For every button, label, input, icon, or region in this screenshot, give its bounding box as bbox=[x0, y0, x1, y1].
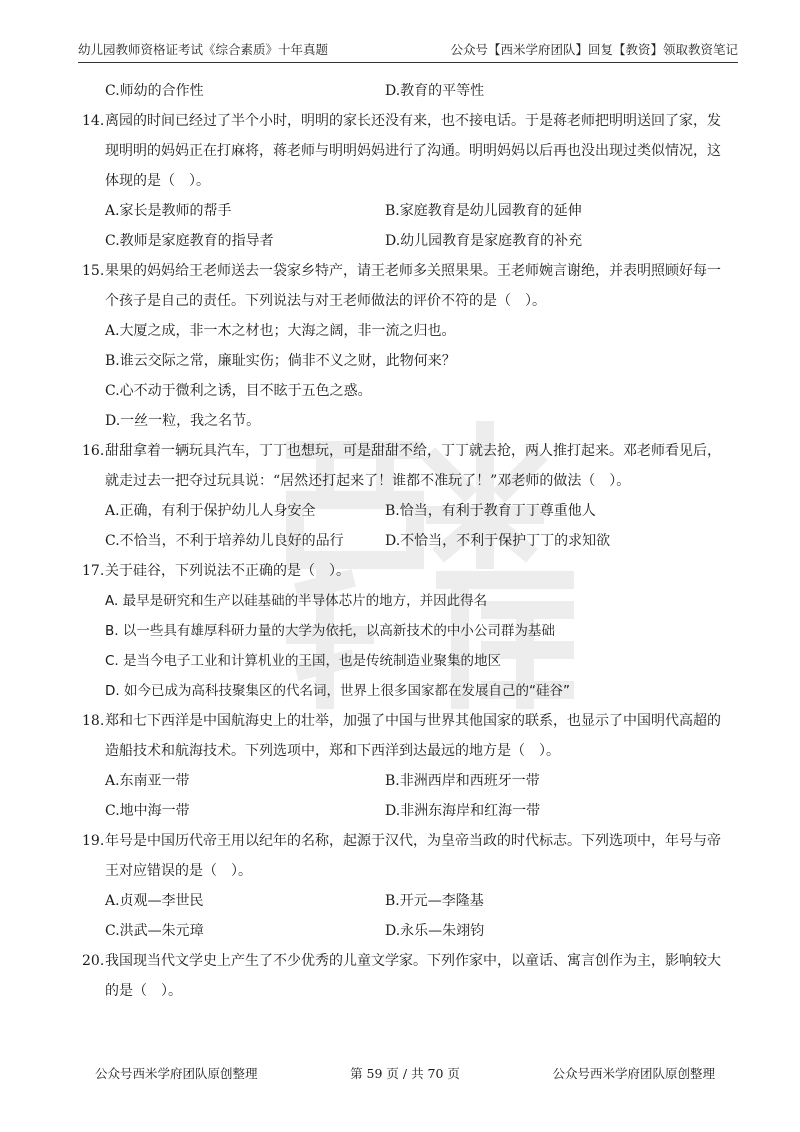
option-d: D.幼儿园教育是家庭教育的补充 bbox=[385, 233, 583, 249]
question-number: 15. bbox=[82, 263, 105, 279]
question-stem bbox=[82, 946, 730, 1006]
option-c: C. 是当今电子工业和计算机业的王国，也是传统制造业聚集的地区 bbox=[105, 653, 502, 669]
option-d: D.非洲东海岸和红海一带 bbox=[385, 803, 541, 819]
question-text: 关于硅谷，下列说法不正确的是（ ）。 bbox=[105, 563, 350, 579]
options-row bbox=[105, 496, 730, 526]
question-text: 年号是中国历代帝王用以纪年的名称，起源于汉代，为皇帝当政的时代标志。下列选项中，年号与帝王对应错误的是（ ）。 bbox=[105, 833, 721, 879]
option-b: B.家庭教育是幼儿园教育的延伸 bbox=[385, 203, 582, 219]
options-row bbox=[105, 886, 730, 916]
option-c: C.洪武—朱元璋 bbox=[105, 923, 204, 939]
options-row bbox=[105, 916, 730, 946]
option-a: A.东南亚一带 bbox=[105, 773, 190, 789]
question-content bbox=[82, 76, 730, 1006]
option-a: A.大厦之成，非一木之材也；大海之阔，非一流之归也。 bbox=[105, 323, 456, 339]
page-header bbox=[78, 40, 738, 60]
option-b: B. 以一些具有雄厚科研力量的大学为依托，以高新技术的中小公司群为基础 bbox=[105, 623, 555, 639]
option-b: B.非洲西岸和西班牙一带 bbox=[385, 773, 540, 789]
footer-credit-right: 公众号西米学府团队原创整理 bbox=[552, 1066, 715, 1081]
page-number: 第 59 页 / 共 70 页 bbox=[350, 1066, 460, 1081]
options-row bbox=[105, 526, 730, 556]
option-c: C.不恰当，不利于培养幼儿良好的品行 bbox=[105, 533, 344, 549]
option-d: D.不恰当，不利于保护丁丁的求知欲 bbox=[385, 533, 611, 549]
question-number: 14. bbox=[82, 113, 105, 129]
option-b: B.恰当，有利于教育丁丁尊重他人 bbox=[385, 503, 596, 519]
question-stem bbox=[82, 826, 730, 886]
option-c: C.地中海一带 bbox=[105, 803, 190, 819]
question-15 bbox=[82, 256, 730, 436]
question-stem bbox=[82, 706, 730, 766]
option-b: B.谁云交际之常，廉耻实伤；倘非不义之财，此物何来？ bbox=[105, 353, 456, 369]
question-20 bbox=[82, 946, 730, 1006]
options-row bbox=[105, 766, 730, 796]
option-c: C.教师是家庭教育的指导者 bbox=[105, 233, 274, 249]
question-stem bbox=[82, 436, 730, 496]
question-19 bbox=[82, 826, 730, 946]
option-a: A. 最早是研究和生产以硅基础的半导体芯片的地方，并因此得名 bbox=[105, 593, 488, 609]
options-row bbox=[105, 796, 730, 826]
footer-credit-left: 公众号西米学府团队原创整理 bbox=[95, 1066, 258, 1081]
page-footer bbox=[95, 1064, 715, 1084]
question-stem bbox=[82, 556, 730, 586]
question-text: 离园的时间已经过了半个小时，明明的家长还没有来，也不接电话。于是蒋老师把明明送回了家，发现明明的妈妈正在打麻将，蒋老师与明明妈妈进行了沟通。明明妈妈以后再也没出现过类似情况，这体现的是（ ）。 bbox=[105, 113, 721, 189]
option-d: D.教育的平等性 bbox=[385, 83, 485, 99]
question-text: 我国现当代文学史上产生了不少优秀的儿童文学家。下列作家中，以童话、寓言创作为主，影响较大的是（ ）。 bbox=[105, 953, 721, 999]
question-text: 果果的妈妈给王老师送去一袋家乡特产，请王老师多关照果果。王老师婉言谢绝，并表明照顾好每一个孩子是自己的责任。下列说法与对王老师做法的评价不符的是（ ）。 bbox=[105, 263, 721, 309]
question-text: 郑和七下西洋是中国航海史上的壮举，加强了中国与世界其他国家的联系，也显示了中国明代高超的造船技术和航海技术。下列选项中，郑和下西洋到达最远的地方是（ ）。 bbox=[105, 713, 721, 759]
options-row bbox=[105, 196, 730, 226]
header-divider bbox=[78, 62, 738, 63]
header-promo: 公众号【西米学府团队】回复【教资】领取教资笔记 bbox=[450, 42, 738, 57]
option-d: D. 如今已成为高科技聚集区的代名词，世界上很多国家都在发展自己的“硅谷” bbox=[105, 683, 570, 699]
question-number: 20. bbox=[82, 953, 105, 969]
option-b: B.开元—李隆基 bbox=[385, 893, 484, 909]
option-d: D.一丝一粒，我之名节。 bbox=[105, 413, 261, 429]
question-number: 17. bbox=[82, 563, 105, 579]
option-c: C.师幼的合作性 bbox=[105, 83, 204, 99]
question-number: 18. bbox=[82, 713, 105, 729]
question-16 bbox=[82, 436, 730, 556]
question-number: 19. bbox=[82, 833, 105, 849]
question-stem bbox=[82, 106, 730, 196]
question-number: 16. bbox=[82, 443, 105, 459]
header-title: 幼儿园教师资格证考试《综合素质》十年真题 bbox=[78, 42, 329, 57]
option-a: A.正确，有利于保护幼儿人身安全 bbox=[105, 503, 316, 519]
question-14 bbox=[82, 106, 730, 256]
question-18 bbox=[82, 706, 730, 826]
options-row bbox=[105, 226, 730, 256]
option-c: C.心不动于微利之诱，目不眩于五色之惑。 bbox=[105, 383, 372, 399]
option-d: D.永乐—朱翊钧 bbox=[385, 923, 485, 939]
question-text: 甜甜拿着一辆玩具汽车，丁丁也想玩，可是甜甜不给，丁丁就去抢，两人推打起来。邓老师看见后，就走过去一把夺过玩具说：“居然还打起来了！谁都不准玩了！”邓老师的做法（ ）。 bbox=[105, 443, 721, 489]
prev-question-options bbox=[105, 76, 730, 106]
option-a: A.贞观—李世民 bbox=[105, 893, 204, 909]
question-stem bbox=[82, 256, 730, 316]
option-a: A.家长是教师的帮手 bbox=[105, 203, 232, 219]
question-17 bbox=[82, 556, 730, 706]
